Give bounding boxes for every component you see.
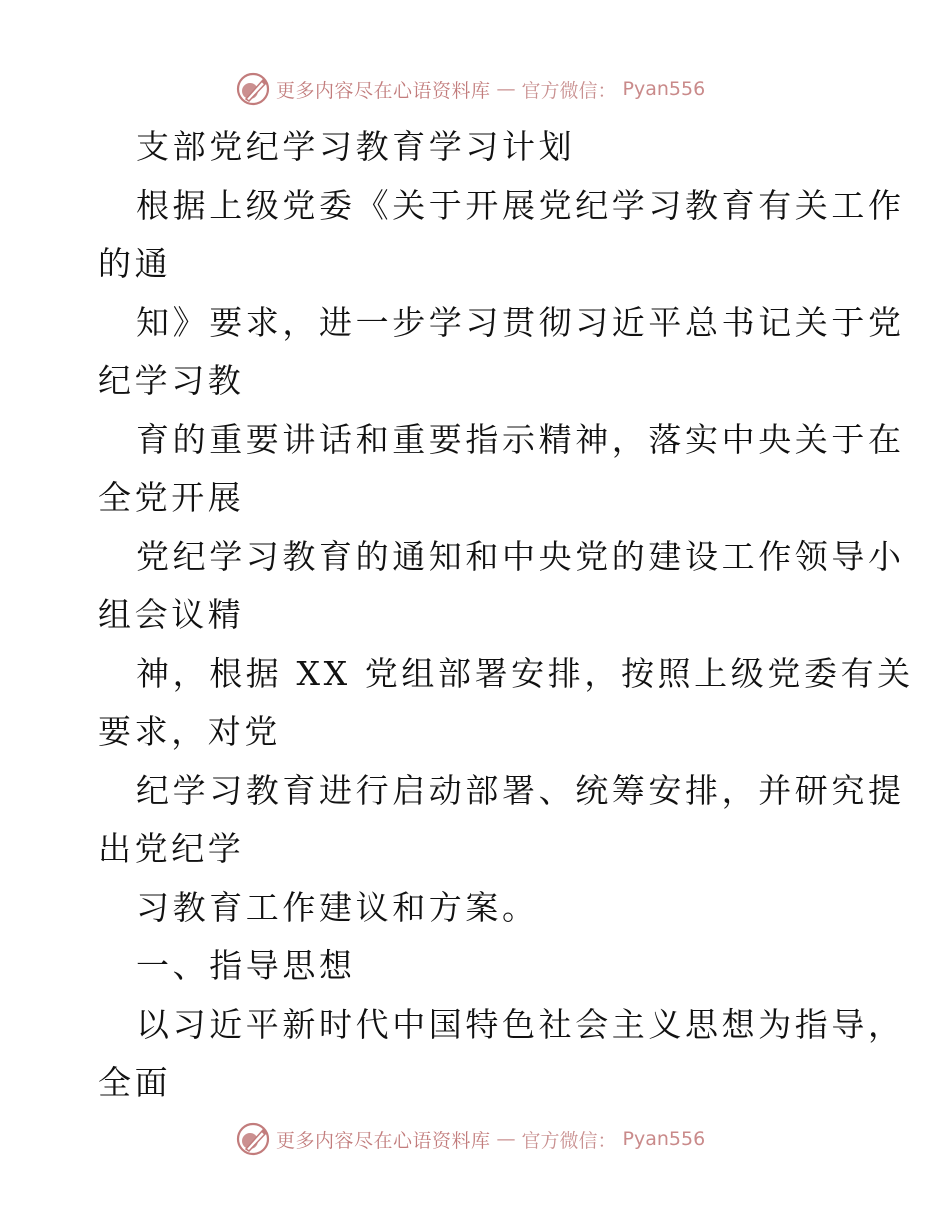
document-line: 一、指导思想	[136, 946, 356, 985]
document-line: 根据上级党委《关于开展党纪学习教育有关工作	[136, 185, 905, 225]
watermark-main-text: 更多内容尽在心语资料库	[276, 1129, 491, 1152]
document-line: 组会议精	[98, 595, 245, 634]
document-line: 育的重要讲话和重要指示精神，落实中央关于在	[136, 419, 905, 459]
watermark-wechat-id: Pyan556	[622, 78, 706, 100]
document-line: 的通	[98, 244, 172, 283]
document-body	[98, 118, 914, 1113]
watermark-dash: —	[496, 1128, 516, 1150]
watermark-wechat-label: 官方微信：	[521, 79, 617, 102]
document-line: 以习近平新时代中国特色社会主义思想为指导，	[136, 1004, 905, 1044]
footer-watermark	[236, 1122, 705, 1156]
watermark-dash: —	[496, 78, 516, 100]
document-line: 知》要求，进一步学习贯彻习近平总书记关于党	[136, 302, 905, 342]
watermark-wechat-label: 官方微信：	[521, 1129, 617, 1152]
document-line: 党纪学习教育的通知和中央党的建设工作领导小	[136, 536, 905, 576]
watermark-main-text: 更多内容尽在心语资料库	[276, 79, 491, 102]
watermark-wechat-id: Pyan556	[622, 1128, 706, 1150]
document-line: 习教育工作建议和方案。	[136, 887, 539, 927]
document-line: 全面	[98, 1063, 172, 1102]
document-line: 纪学习教育进行启动部署、统筹安排，并研究提	[136, 770, 905, 810]
pen-logo-icon	[236, 1122, 270, 1156]
header-watermark	[236, 72, 705, 106]
document-line: 神，根据 XX 党组部署安排，按照上级党委有关	[136, 653, 914, 693]
pen-logo-icon	[236, 72, 270, 106]
document-line: 全党开展	[98, 478, 245, 517]
document-line: 出党纪学	[98, 829, 245, 868]
document-line: 要求，对党	[98, 712, 281, 751]
document-line: 纪学习教	[98, 361, 245, 400]
document-line: 支部党纪学习教育学习计划	[136, 127, 576, 166]
